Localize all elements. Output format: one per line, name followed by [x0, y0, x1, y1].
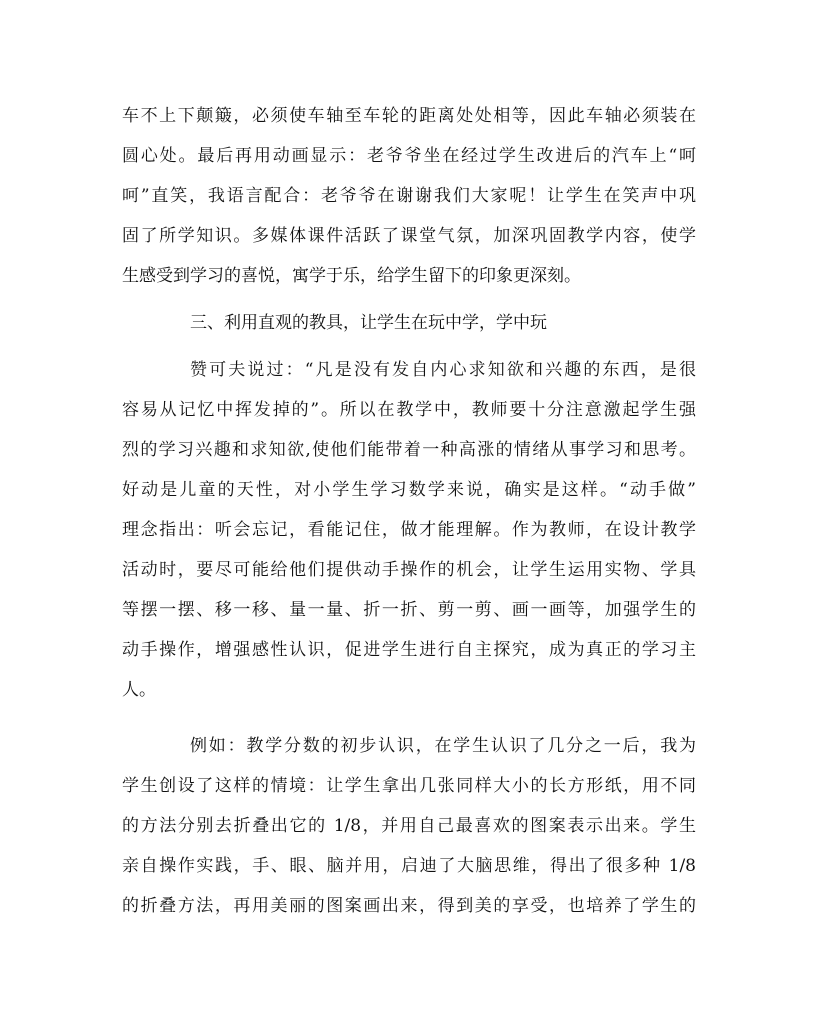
- text-line: 车不上下颠簸，必须使车轴至车轮的距离处处相等，因此车轴必须装在: [122, 106, 696, 126]
- text-line: 烈的学习兴趣和求知欲,使他们能带着一种高涨的情绪从事学习和思考。: [122, 440, 696, 460]
- text-line: 的方法分别去折叠出它的 1/8，并用自己最喜欢的图案表示出来。学生: [122, 816, 696, 836]
- text-line: 好动是儿童的天性，对小学生学习数学来说，确实是这样。“动手做”: [122, 480, 696, 500]
- text-line: 等摆一摆、移一移、量一量、折一折、剪一剪、画一画等，加强学生的: [122, 600, 696, 620]
- text-line: 亲自操作实践，手、眼、脑并用，启迪了大脑思维，得出了很多种 1/8: [122, 856, 696, 876]
- text-line: 固了所学知识。多媒体课件活跃了课堂气氛，加深巩固教学内容，使学: [122, 226, 696, 246]
- text-line: 动手操作，增强感性认识，促进学生进行自主探究，成为真正的学习主: [122, 640, 696, 660]
- text-line: 理念指出：听会忘记，看能记住，做才能理解。作为教师，在设计教学: [122, 520, 696, 540]
- text-line: 例如：教学分数的初步认识，在学生认识了几分之一后，我为: [190, 736, 696, 756]
- text-line: 学生创设了这样的情境：让学生拿出几张同样大小的长方形纸，用不同: [122, 776, 696, 796]
- text-line: 的折叠方法，再用美丽的图案画出来，得到美的享受，也培养了学生的: [122, 896, 696, 916]
- text-line: 圆心处。最后再用动画显示：老爷爷坐在经过学生改进后的汽车上“呵: [122, 146, 696, 166]
- text-line: 容易从记忆中挥发掉的”。所以在教学中，教师要十分注意激起学生强: [122, 400, 696, 420]
- section-heading: 三、利用直观的教具，让学生在玩中学，学中玩: [190, 313, 547, 333]
- text-line: 活动时，要尽可能给他们提供动手操作的机会，让学生运用实物、学具: [122, 560, 696, 580]
- text-line: 生感受到学习的喜悦，寓学于乐，给学生留下的印象更深刻。: [122, 266, 581, 286]
- text-line: 赞可夫说过：“凡是没有发自内心求知欲和兴趣的东西，是很: [190, 360, 696, 380]
- text-line: 呵”直笑，我语言配合：老爷爷在谢谢我们大家呢！让学生在笑声中巩: [122, 186, 696, 206]
- text-line: 人。: [122, 680, 156, 700]
